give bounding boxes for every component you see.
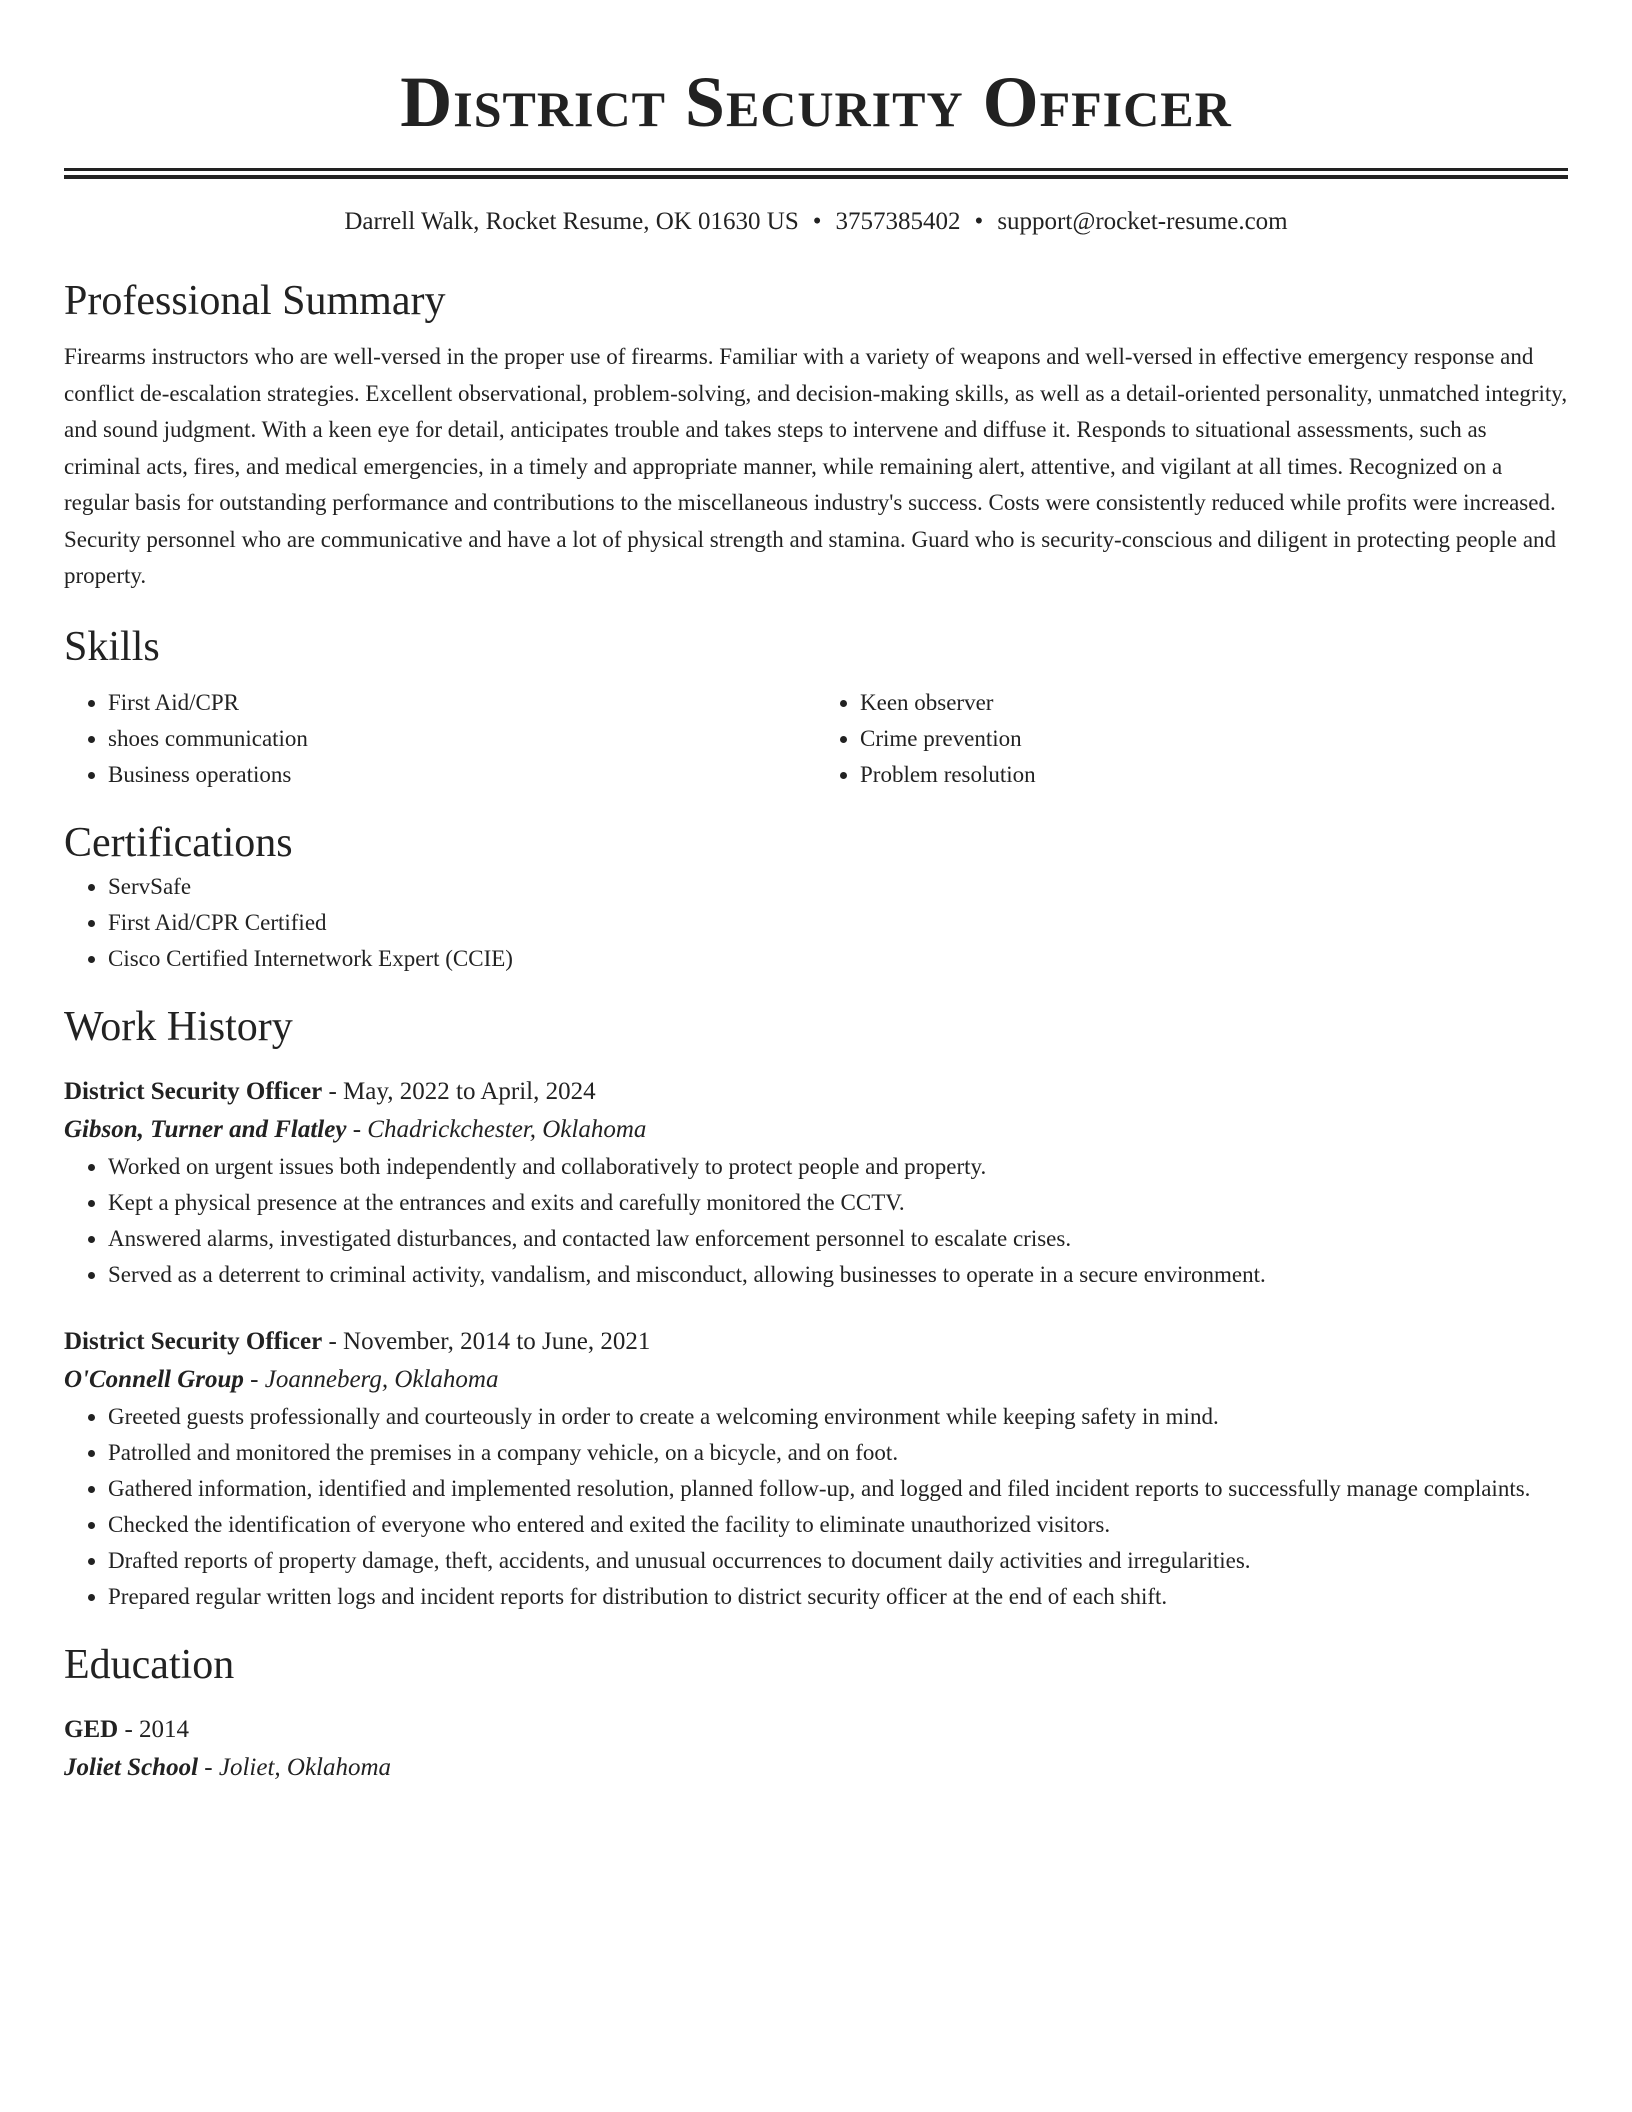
skill-item: • Crime prevention	[860, 721, 1568, 757]
job-bullet: • Checked the identification of everyone who entered and exited the facility to eliminate unauthorized visitors.	[108, 1507, 1568, 1543]
job-company-line	[64, 1361, 1568, 1399]
contact-info	[64, 205, 1568, 239]
job-bullet: • Prepared regular written logs and incident reports for distribution to district security officer at the end of each shift.	[108, 1579, 1568, 1615]
skill-item: • Keen observer	[860, 685, 1568, 721]
skill-item: • Business operations	[108, 757, 816, 793]
dash-separator: -	[322, 1327, 344, 1355]
degree-name: GED	[64, 1715, 119, 1743]
job-location: Chadrickchester, Oklahoma	[367, 1115, 647, 1143]
education-heading: Education	[64, 1641, 235, 1688]
skills-grid	[64, 685, 1568, 793]
certifications-heading: Certifications	[64, 819, 293, 866]
dash-separator: -	[243, 1365, 265, 1393]
school-location: Joliet, Oklahoma	[218, 1753, 392, 1781]
certification-item: • First Aid/CPR Certified	[108, 905, 1568, 941]
skills-right-column	[816, 685, 1568, 793]
job-title: District Security Officer	[64, 1327, 323, 1355]
skills-heading: Skills	[64, 623, 160, 670]
school-line	[64, 1749, 1568, 1787]
dash-separator: -	[198, 1753, 219, 1781]
job-location: Joanneberg, Oklahoma	[264, 1365, 499, 1393]
job-bullets	[64, 1149, 1568, 1293]
job-bullet: • Greeted guests professionally and courteously in order to create a welcoming environment while keeping safety in mind.	[108, 1399, 1568, 1435]
summary-heading: Professional Summary	[64, 278, 446, 324]
certification-item: • ServSafe	[108, 869, 1568, 905]
skill-item: • Problem resolution	[860, 757, 1568, 793]
job-bullet: • Answered alarms, investigated disturbances, and contacted law enforcement personnel to escalate crises.	[108, 1221, 1568, 1257]
job-bullet: • Patrolled and monitored the premises in a company vehicle, on a bicycle, and on foot.	[108, 1435, 1568, 1471]
job-bullets	[64, 1399, 1568, 1615]
certification-item: • Cisco Certified Internetwork Expert (CCIE)	[108, 941, 1568, 977]
skill-item: • First Aid/CPR	[108, 685, 816, 721]
job-bullet: • Kept a physical presence at the entrances and exits and carefully monitored the CCTV.	[108, 1185, 1568, 1221]
job-bullet: • Drafted reports of property damage, theft, accidents, and unusual occurrences to document daily activities and irregularities.	[108, 1543, 1568, 1579]
job-company: Gibson, Turner and Flatley	[64, 1115, 347, 1143]
job-dates: November, 2014 to June, 2021	[343, 1327, 651, 1355]
work-history-heading: Work History	[64, 1003, 293, 1050]
job-bullet: • Gathered information, identified and implemented resolution, planned follow-up, and logged and filed incident reports to successfully manage complaints.	[108, 1471, 1568, 1507]
header-divider	[64, 168, 1568, 179]
job-entry	[64, 1323, 1568, 1615]
certifications-list	[64, 869, 1568, 977]
dash-separator: -	[322, 1077, 344, 1105]
dash-separator: -	[346, 1115, 368, 1143]
degree-year: 2014	[139, 1715, 190, 1743]
contact-email: support@rocket-resume.com	[997, 208, 1288, 235]
contact-phone: 3757385402	[835, 208, 961, 235]
job-title-line	[64, 1323, 1568, 1361]
job-dates: May, 2022 to April, 2024	[343, 1077, 596, 1105]
job-company-line	[64, 1111, 1568, 1149]
school-name: Joliet School	[64, 1753, 199, 1781]
job-bullet: • Worked on urgent issues both independently and collaboratively to protect people and property.	[108, 1149, 1568, 1185]
job-entry	[64, 1073, 1568, 1293]
resume-name: District Security Officer	[400, 62, 1232, 142]
skill-item: • shoes communication	[108, 721, 816, 757]
contact-separator: •	[974, 208, 984, 235]
job-title: District Security Officer	[64, 1077, 323, 1105]
summary-text: Firearms instructors who are well-versed in the proper use of firearms. Familiar with a variety of weapons and well-versed in effective emergency response and conflict de-escalation strategies. Excellent observational, problem-solving, and decision-making skills, as well as a detail-oriented personality, unmatched integrity, and sound judgment. With a keen eye for detail, anticipates trouble and takes steps to intervene and diffuse it. Responds to situational assessments, such as criminal acts, fires, and medical emergencies, in a timely and appropriate manner, while remaining alert, attentive, and vigilant at all times. Recognized on a regular basis for outstanding performance and contributions to the miscellaneous industry's success. Costs were consistently reduced while profits were increased. Security personnel who are communicative and have a lot of physical strength and stamina. Guard who is security-conscious and diligent in protecting people and property.	[64, 344, 1568, 588]
contact-address: Darrell Walk, Rocket Resume, OK 01630 US	[344, 208, 799, 235]
job-company: O'Connell Group	[64, 1365, 244, 1393]
job-bullet: • Served as a deterrent to criminal activity, vandalism, and misconduct, allowing businesses to operate in a secure environment.	[108, 1257, 1568, 1293]
job-title-line	[64, 1073, 1568, 1111]
degree-line	[64, 1711, 1568, 1749]
contact-separator: •	[812, 208, 822, 235]
dash-separator: -	[118, 1715, 140, 1743]
skills-left-column	[64, 685, 816, 793]
